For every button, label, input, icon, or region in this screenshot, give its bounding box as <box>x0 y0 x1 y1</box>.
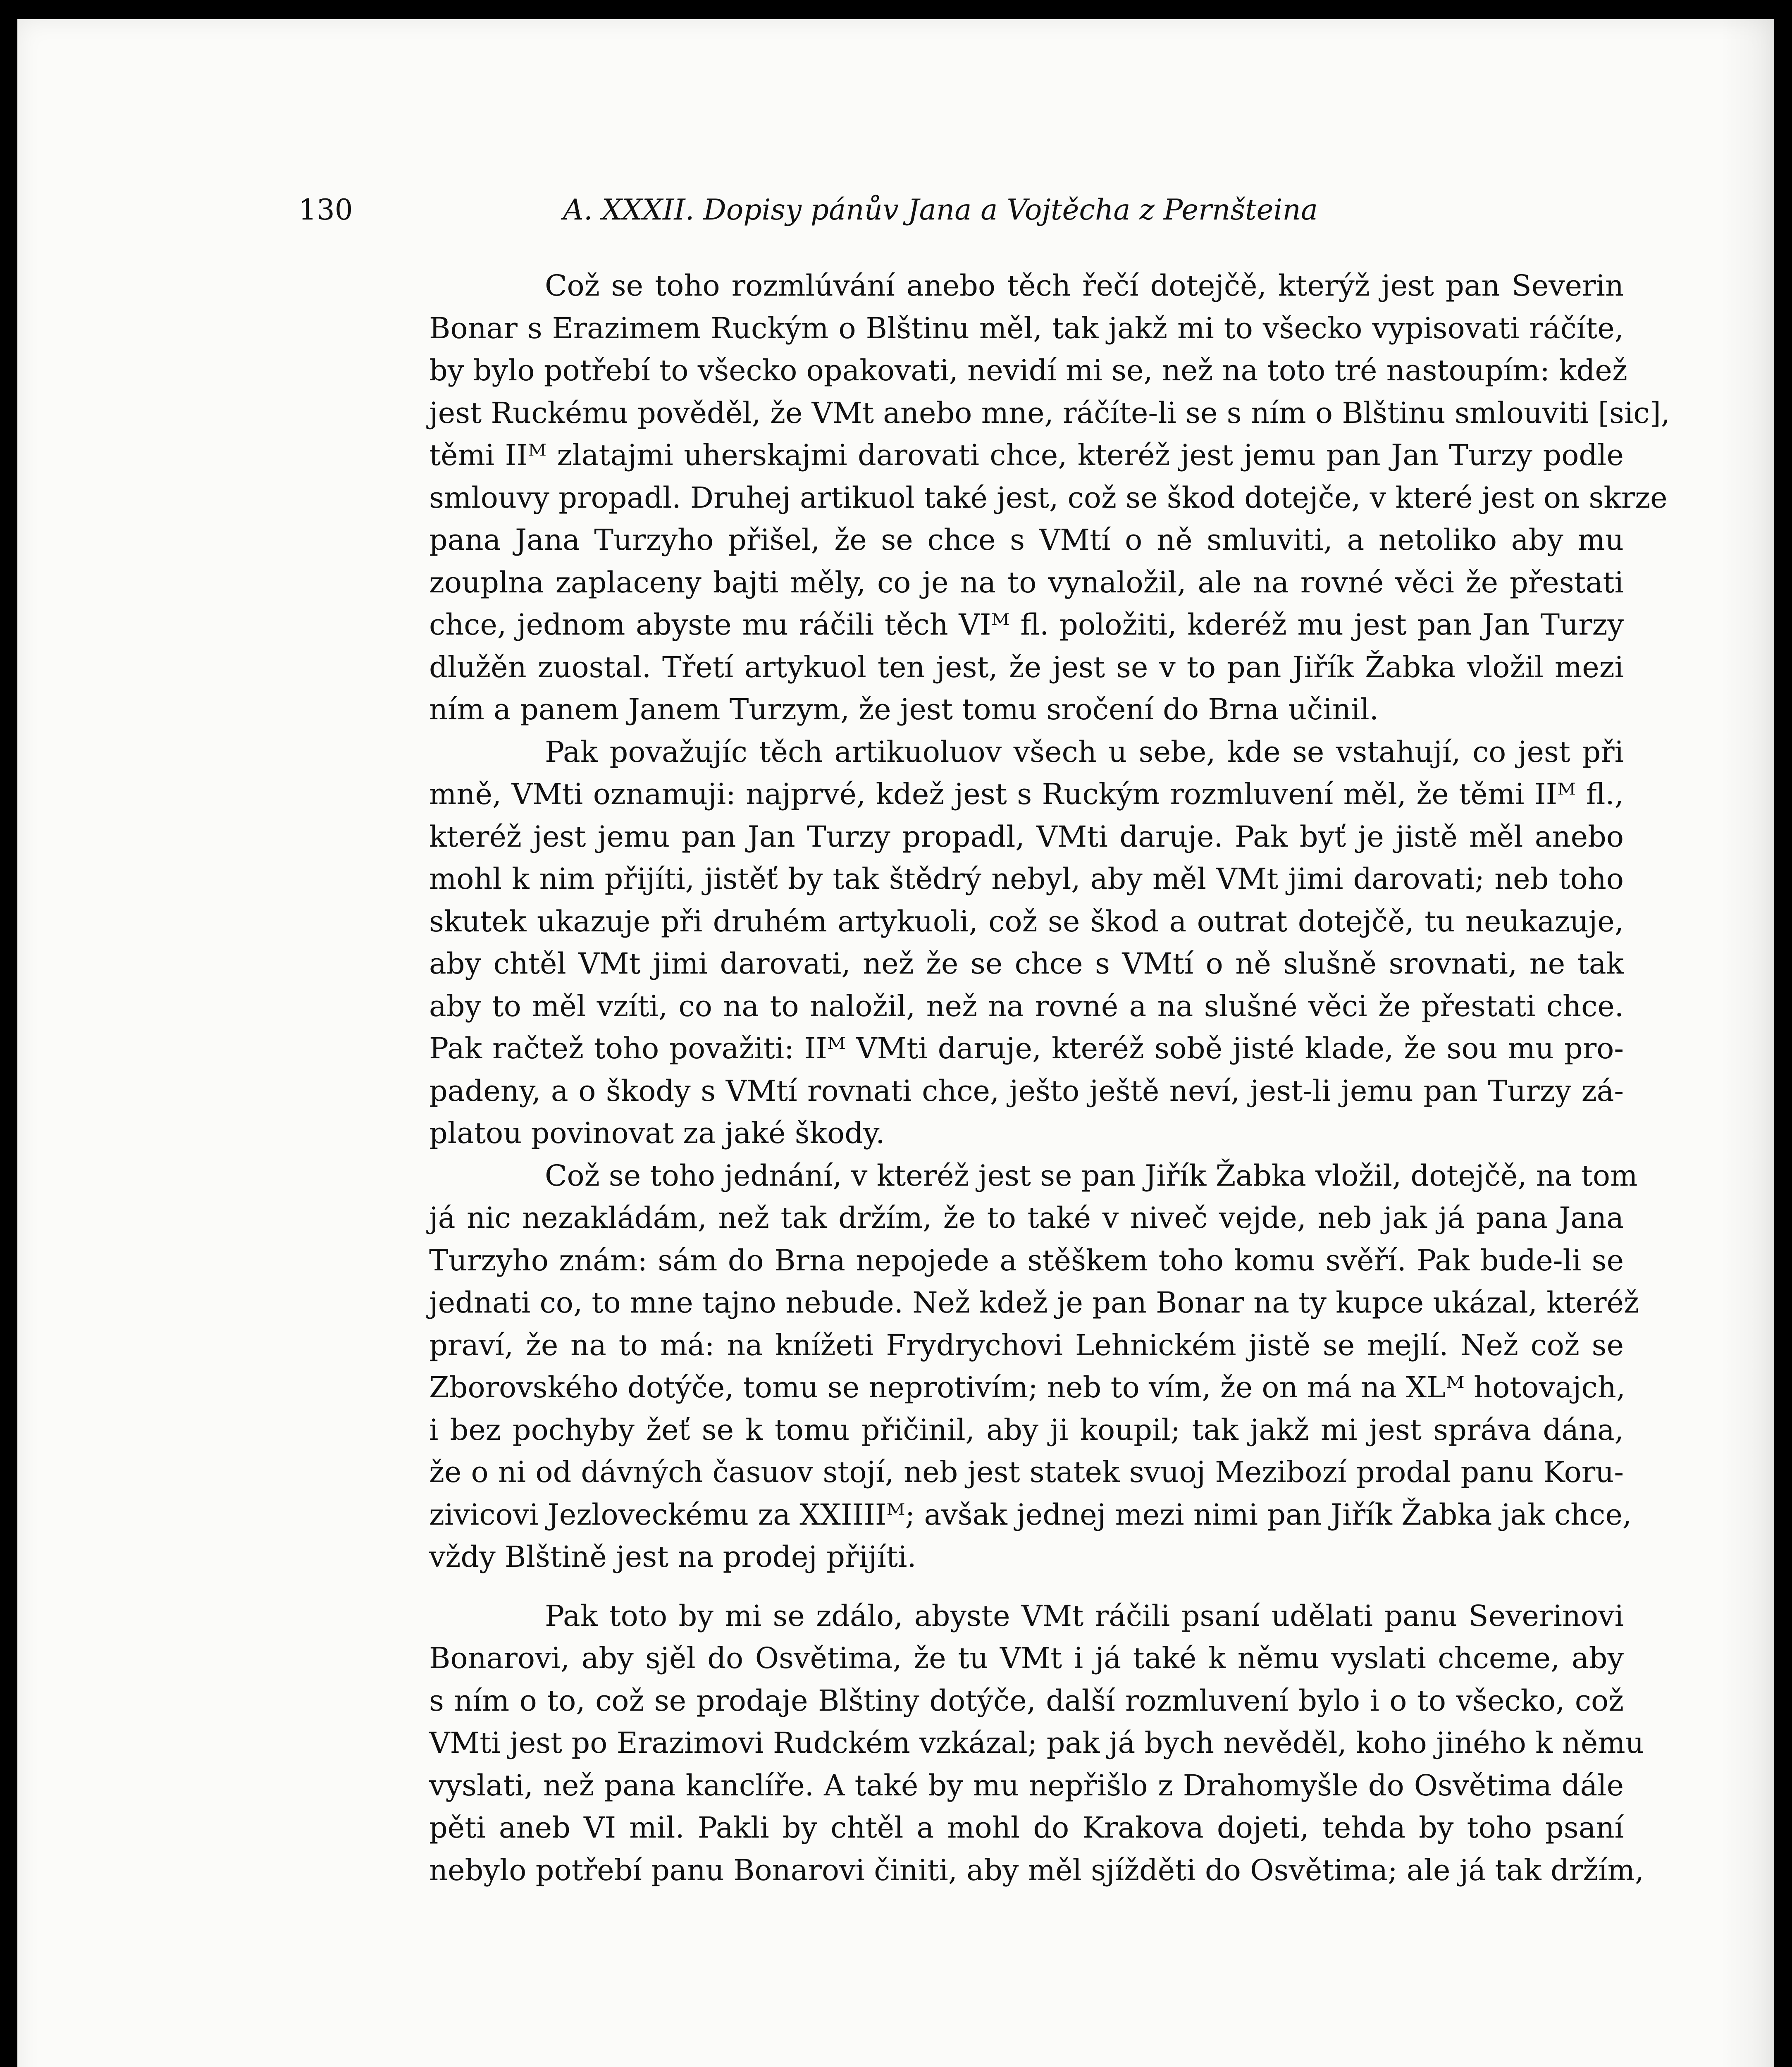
text-line: jednati co, to mne tajno nebude. Než kdež je pan Bonar na ty kupce ukázal, kteréž <box>429 1286 1639 1320</box>
text-line: Zborovského dotýče, tomu se neprotivím; neb to vím, že on má na XLᴹ hotovajch, <box>429 1370 1626 1404</box>
paragraph-3 <box>313 1155 1639 1578</box>
paragraph-1 <box>313 265 1670 731</box>
text-line: Pak račtež toho považiti: IIᴹ VMti daruje, kteréž sobě jisté klade, že sou mu pro- <box>429 1031 1624 1065</box>
text-line: že o ni od dávných časuov stojí, neb jest statek svuoj Mezibozí prodal panu Koru- <box>429 1455 1624 1489</box>
paragraph-2 <box>313 731 1624 1155</box>
text-line: nebylo potřebí panu Bonarovi činiti, aby měl sjížděti do Osvětima; ale já tak držím, <box>429 1853 1644 1887</box>
text-line: aby to měl vzíti, co na to naložil, než na rovné a na slušné věci že přestati chce. <box>429 989 1624 1023</box>
text-line: platou povinovat za jaké škody. <box>429 1116 885 1150</box>
text-line: Bonar s Erazimem Ruckým o Blštinu měl, tak jakž mi to všecko vypisovati ráčíte, <box>429 311 1624 345</box>
text-line: i bez pochyby žeť se k tomu přičinil, aby ji koupil; tak jakž mi jest správa dána, <box>429 1413 1624 1447</box>
text-line: Turzyho znám: sám do Brna nepojede a stěškem toho komu svěří. Pak bude-li se <box>429 1243 1624 1277</box>
body-text <box>313 265 1670 1891</box>
text-line: aby chtěl VMt jimi darovati, než že se chce s VMtí o ně slušně srovnati, ne tak <box>429 947 1624 981</box>
page-edge-shadow <box>1720 19 1774 2067</box>
text-line: Pak považujíc těch artikuoluov všech u sebe, kde se vstahují, co jest při <box>545 735 1624 769</box>
text-line: s ním o to, což se prodaje Blštiny dotýče, další rozmluvení bylo i o to všecko, což <box>429 1683 1624 1718</box>
running-head: A. XXXII. Dopisy pánův Jana a Vojtěcha z Pernšteina <box>563 193 1318 227</box>
text-line: já nic nezakládám, než tak držím, že to také v niveč vejde, neb jak já pana Jana <box>429 1201 1624 1235</box>
text-line: Což se toho rozmlúvání anebo těch řečí dotejčě, kterýž jest pan Severin <box>545 269 1624 303</box>
text-line: kteréž jest jemu pan Jan Turzy propadl, VMti daruje. Pak byť je jistě měl anebo <box>429 819 1624 854</box>
text-line: smlouvy propadl. Druhej artikuol také jest, což se škod dotejče, v které jest on skrze <box>429 480 1668 515</box>
text-line: ním a panem Janem Turzym, že jest tomu sročení do Brna učinil. <box>429 692 1379 726</box>
text-line: mně, VMti oznamuji: najprvé, kdež jest s Ruckým rozmluvení měl, že těmi IIᴹ fl., <box>429 777 1624 811</box>
text-line: těmi IIᴹ zlatajmi uherskajmi darovati chce, kteréž jest jemu pan Jan Turzy podle <box>429 438 1624 472</box>
text-line: VMti jest po Erazimovi Rudckém vzkázal; pak já bych nevěděl, koho jiného k němu <box>429 1726 1644 1760</box>
text-line: Pak toto by mi se zdálo, abyste VMt ráčili psaní udělati panu Severinovi <box>545 1599 1624 1633</box>
text-line: vyslati, než pana kanclíře. A také by mu nepřišlo z Drahomyšle do Osvětima dále <box>429 1768 1624 1802</box>
text-line: zivicovi Jezloveckému za XXIIIIᴹ; avšak jednej mezi nimi pan Jiřík Žabka jak chce, <box>429 1497 1632 1532</box>
text-line: skutek ukazuje při druhém artykuoli, což se škod a outrat dotejčě, tu neukazuje, <box>429 904 1624 938</box>
text-line: Bonarovi, aby sjěl do Osvětima, že tu VMt i já také k němu vyslati chceme, aby <box>429 1641 1624 1675</box>
text-line: jest Ruckému pověděl, že VMt anebo mne, ráčíte-li se s ním o Blštinu smlouviti [sic], <box>429 396 1670 430</box>
text-line: mohl k nim přijíti, jistěť by tak štědrý nebyl, aby měl VMt jimi darovati; neb toho <box>429 862 1624 896</box>
text-line: dlužěn zuostal. Třetí artykuol ten jest, že jest se v to pan Jiřík Žabka vložil mezi <box>429 650 1624 684</box>
text-line: by bylo potřebí to všecko opakovati, nevidí mi se, než na toto tré nastoupím: kdež <box>429 353 1627 387</box>
text-line: zouplna zaplaceny bajti měly, co je na to vynaložil, ale na rovné věci že přestati <box>429 565 1624 599</box>
paragraph-4 <box>313 1595 1644 1892</box>
text-line: praví, že na to má: na knížeti Frydrychovi Lehnickém jistě se mejlí. Než což se <box>429 1328 1624 1362</box>
text-line: padeny, a o škody s VMtí rovnati chce, ješto ještě neví, jest-li jemu pan Turzy zá- <box>429 1074 1624 1108</box>
text-line: pěti aneb VI mil. Pakli by chtěl a mohl do Krakova dojeti, tehda by toho psaní <box>429 1811 1624 1845</box>
text-line: vždy Blštině jest na prodej přijíti. <box>429 1540 916 1574</box>
text-line: chce, jednom abyste mu ráčili těch VIᴹ fl. položiti, kderéž mu jest pan Jan Turzy <box>429 608 1624 642</box>
text-line: Což se toho jednání, v kteréž jest se pan Jiřík Žabka vložil, dotejčě, na tom <box>545 1158 1638 1193</box>
text-line: pana Jana Turzyho přišel, že se chce s VMtí o ně smluviti, a netoliko aby mu <box>429 523 1624 557</box>
page-number: 130 <box>298 193 353 227</box>
